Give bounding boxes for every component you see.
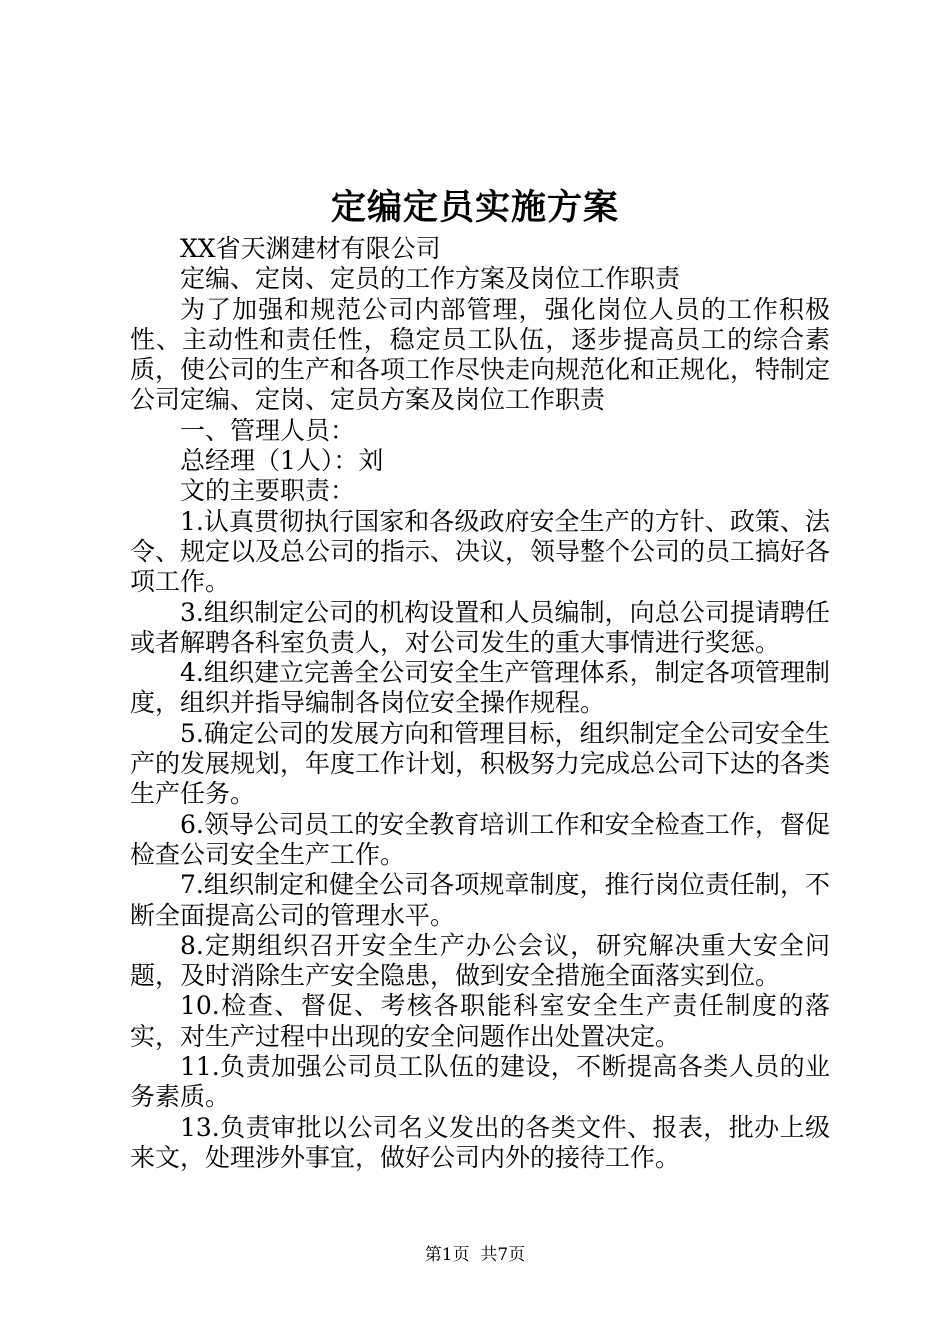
document-body	[130, 234, 830, 1173]
general-manager-line: 总经理（1人）：刘	[180, 446, 384, 476]
duty-item: 8.定期组织召开安全生产办公会议，研究解决重大安全问题，及时消除生产安全隐患，做到安全措施全面落实到位。	[130, 930, 830, 991]
section-heading-management: 一、管理人员：	[180, 415, 356, 445]
page-footer	[0, 1244, 950, 1266]
duty-item: 13.负责审批以公司名义发出的各类文件、报表，批办上级来文，处理涉外事宜，做好公司内外的接待工作。	[130, 1112, 830, 1172]
page-number-label: 第1页 共7页	[424, 1245, 526, 1265]
duty-item: 11.负责加强公司员工队伍的建设，不断提高各类人员的业务素质。	[130, 1052, 830, 1112]
company-name: XX省天渊建材有限公司	[180, 234, 441, 263]
duty-item: 3.组织制定公司的机构设置和人员编制，向总公司提请聘任或者解聘各科室负责人，对公司发生的重大事情进行奖惩。	[130, 597, 830, 657]
document-subtitle: 定编、定岗、定员的工作方案及岗位工作职责	[180, 264, 681, 294]
duty-item: 7.组织制定和健全公司各项规章制度，推行岗位责任制，不断全面提高公司的管理水平。	[130, 870, 830, 930]
intro-paragraph: 为了加强和规范公司内部管理，强化岗位人员的工作积极性、主动性和责任性，稳定员工队伍，逐步提高员工的综合素质，使公司的生产和各项工作尽快走向规范化和正规化，特制定公司定编、定岗、定员方案及岗位工作职责	[130, 294, 831, 415]
document-title: 定编定员实施方案	[330, 187, 619, 228]
duty-item: 1.认真贯彻执行国家和各级政府安全生产的方针、政策、法令、规定以及总公司的指示、决议，领导整个公司的员工搞好各项工作。	[130, 506, 831, 597]
duty-item: 10.检查、督促、考核各职能科室安全生产责任制度的落实，对生产过程中出现的安全问题作出处置决定。	[130, 991, 830, 1051]
duty-item: 4.组织建立完善全公司安全生产管理体系，制定各项管理制度，组织并指导编制各岗位安全操作规程。	[130, 658, 830, 718]
duty-item: 5.确定公司的发展方向和管理目标，组织制定全公司安全生产的发展规划，年度工作计划，积极努力完成总公司下达的各类生产任务。	[130, 718, 831, 809]
duties-heading: 文的主要职责：	[180, 476, 356, 506]
duty-item: 6.领导公司员工的安全教育培训工作和安全检查工作，督促检查公司安全生产工作。	[130, 809, 830, 869]
